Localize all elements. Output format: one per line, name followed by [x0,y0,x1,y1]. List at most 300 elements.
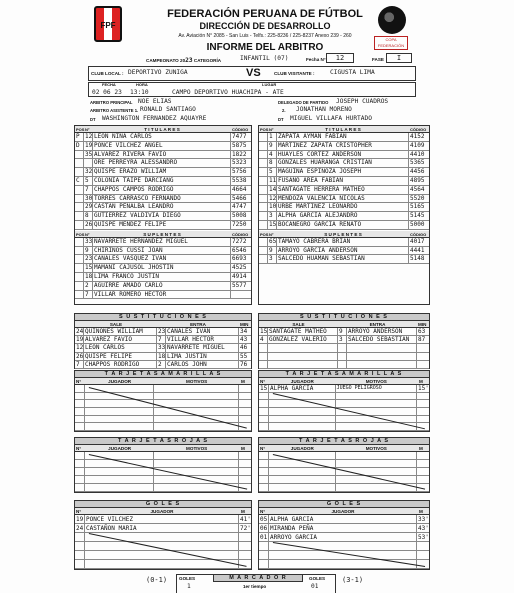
local-amarillas-player [85,416,154,423]
visit-titular-code: 4564 [410,185,425,193]
visit-rojas-row [259,460,429,468]
visit-amarillas-num [259,416,269,423]
visit-rojas-min [417,476,429,483]
visit-goles-min [417,542,429,550]
local-titular-name: PONCE VILCHEZ ANGEL [93,142,231,150]
visit-amarillas-row [259,400,429,408]
visit-sub-empty [259,353,268,360]
local-suplente-pos [75,255,84,263]
local-sub-entra-num: 23 [158,328,166,335]
visit-goles-player: MIRANDA PEÑA [269,524,417,532]
local-rojas-row [75,468,251,476]
local-goles-min [239,533,251,541]
local-goles-num: 19 [76,516,84,523]
report-title: INFORME DEL ARBITRO [206,42,324,53]
local-titular-row [75,212,251,221]
local-titular-code: 5008 [232,212,247,220]
local-sub-row [75,336,251,344]
local-titular-code: 5875 [232,141,247,149]
local-titular-row [75,168,251,177]
local-sub-entra: CARLOS JOHN [166,361,239,368]
local-suplente-code [231,291,251,299]
local-sub-entra: LIMA JUSTIN [166,353,239,360]
marcador-header: M A R C A D O R [213,574,303,582]
local-suplentes-header-num: N° [85,231,90,237]
local-goles-min [239,542,251,550]
local-amarillas-motivo [154,408,239,415]
visit-rojas-min [417,460,429,467]
local-amarillas-row [75,423,251,431]
local-amarillas-min [239,393,251,400]
visit-rojas-jug-h: JUGADOR [290,446,314,451]
visit-sub-empty [347,353,417,360]
local-sub-sale-num: 26 [76,352,84,360]
visit-goles-num-h: N° [260,509,266,514]
local-goles-jug-h: JUGADOR [150,509,174,514]
address-line: Av. Aviación N° 2085 - San Luis - Telfs.: 225-8236 / 225-8237 Anexo 239 - 260 [178,33,352,39]
local-sub-entra-num: 7 [157,336,166,343]
local-rojas-num [75,460,85,467]
visit-subs-header [259,321,429,328]
visit-titular-row [259,195,429,204]
visit-amarillas-player [269,423,336,430]
visit-rojas-num [259,452,269,459]
visit-titular-pos [259,212,268,220]
local-suplente-name: AGUIRRE AMADO CARLO [93,282,231,290]
local-titular-num [84,159,93,167]
visit-titular-pos [259,186,268,194]
local-titular-pos [75,159,84,167]
visit-suplentes-header-code: CÓDIGO [410,231,427,237]
local-sub-row [75,344,251,352]
local-amarillas-header [75,378,251,385]
visit-titular-num: 11 [269,177,277,184]
local-titular-name: COLONIA TAIPE DARCIANG [93,177,231,185]
visit-suplente-code: 4441 [410,246,425,254]
visit-rojas-motivo [336,460,417,467]
local-sale-header: SALE [109,322,123,327]
local-suplente-pos [75,238,84,246]
local-amarillas-mot-h: MOTIVOS [186,379,208,384]
local-titular-code: 5323 [232,159,247,167]
visit-titular-pos [259,133,268,141]
categoria-value: INFANTIL (07) [240,55,289,62]
visit-titular-code: 4895 [410,177,425,184]
visit-titular-name: HUAYLES CORTEZ ANDERSON [277,151,409,159]
campeonato-label: CAMPEONATO 2023 CATEGORÍA [146,57,222,64]
local-titular-name: TORRES CARRASCO FERNANDO [93,195,231,203]
local-titular-code: 7477 [232,133,247,140]
local-suplente-row [75,282,251,291]
local-amarillas-motivo [154,416,239,423]
visit-amarillas-player [269,416,336,423]
local-titular-name: CHAPPOS CAMPOS RODRIGO [93,186,231,194]
visit-rojas-motivo [336,452,417,459]
local-goals-table [74,500,252,570]
local-suplente-num: 7 [84,291,93,299]
local-titulares-header-title: T I T U L A R E S [144,127,180,132]
local-titulares-header-code: CÓDIGO [232,127,249,132]
local-suplente-pos [75,264,84,272]
local-rojas-num-h: N° [76,446,82,451]
local-titular-code: 5466 [232,194,247,202]
local-sub-sale: QUIÑONES WILLIAM [84,328,157,335]
local-suplente-row [75,291,251,300]
local-suplente-num: 2 [84,282,93,290]
visit-titular-pos [259,168,268,176]
local-titular-pos [75,186,84,194]
visit-titular-row [259,221,429,230]
local-sub-row [75,353,251,361]
visit-sub-entra-num: 9 [338,328,347,335]
visit-goles-num: 05 [260,516,268,523]
visit-titular-code: 5000 [410,221,425,228]
local-goles-num [75,551,85,559]
visit-titular-num: 14 [269,185,277,193]
local-rojas-min [239,452,251,459]
local-titular-row [75,177,251,186]
local-suplente-code: 4525 [232,264,247,272]
visit-titular-name: MAGUIÑA ESPINOZA JOSEPH [277,168,409,176]
local-rojas-jug-h: JUGADOR [108,446,132,451]
visit-goles-row [259,524,429,533]
local-goles-min-h: M [241,509,245,514]
visit-sub-empty [268,361,338,368]
visit-titular-row [259,133,429,142]
visit-titular-pos [259,159,268,167]
fpf-logo-text: FPF [100,21,116,30]
visit-sub-empty [268,344,338,351]
local-amarillas-motivo [154,385,239,392]
visit-sub-row [259,361,429,369]
fecha-num-value: 12 [326,53,354,63]
visit-rojas-min [417,468,429,475]
delegado2-label: 2. [282,108,286,113]
visit-rojas-row [259,484,429,492]
visit-rojas-header [259,445,429,452]
local-suplente-name: VILLAR ROMERO HECTOR [93,291,231,299]
local-titular-num: 30 [85,194,93,202]
local-goles-num: 24 [76,525,84,532]
visit-sub-empty [338,344,347,351]
local-amarillas-num [75,408,85,415]
local-suplente-name: LIMA FRANCO JUSTIN [93,273,231,281]
visit-goles-header [259,508,429,515]
visit-yellow-cards-table [258,370,430,432]
visit-amarillas-min [417,393,429,400]
visit-sub-min: 63 [418,328,426,335]
local-amarillas-num [75,416,85,423]
local-amarillas-title: T A R J E T A S A M A R I L L A S [74,370,252,378]
visit-titular-code: 4109 [410,141,425,149]
local-titular-row [75,203,251,212]
local-titular-num: 32 [85,168,93,176]
visit-goles-num: 06 [260,525,268,532]
visit-suplentes-header-num: N° [269,231,274,237]
dt-visit-label: DT [278,117,284,122]
local-amarillas-min [239,416,251,423]
visit-entra-header: ENTRA [369,322,386,327]
local-titular-pos [75,221,84,229]
visit-titulares-header-pos: POS [260,127,269,132]
local-rojas-min [239,476,251,483]
visit-sub-entra: SALCEDO SEBASTIAN [347,336,417,343]
vs-label: VS [246,67,261,79]
local-sub-entra: CANALES IVAN [166,328,239,335]
local-amarillas-motivo [154,393,239,400]
visit-amarillas-motivo [336,400,417,407]
visit-suplente-name: SALCEDO HUAMAN SEBASTIAN [277,255,409,263]
visit-rojas-num [259,476,269,483]
visit-sub-entra: ARROYO ANDERSON [347,328,417,335]
visit-score-1: 01 [311,583,319,590]
visit-titular-name: MENDOZA VALENCIA NICOLAS [277,195,409,203]
local-amarillas-min [239,400,251,407]
local-goles-player [85,551,239,559]
direction-title: DIRECCIÓN DE DESARROLLO [199,21,331,31]
visit-goles-title: G O L E S [258,500,430,508]
local-amarillas-min-h: M [241,379,245,384]
local-titular-num: 5 [84,177,93,185]
local-sub-min: 46 [240,344,248,352]
copa-federacion-badge: COPA FEDERACIÓN [374,36,408,50]
visit-rojas-player [269,468,336,475]
visit-amarillas-num [259,393,269,400]
visit-goals-table [258,500,430,570]
local-amarillas-min [239,385,251,392]
local-amarillas-row [75,393,251,401]
hora-value: 13:10 [130,89,149,96]
fecha-label: FECHA [102,82,116,87]
visit-titular-code: 4410 [410,150,425,158]
local-sub-entra-num: 33 [158,344,166,352]
visit-titular-name: ZAPATA AYMAN FABIAN [277,133,409,141]
visit-titular-name: MARTINEZ ZAPATA CRISTOPHER [277,142,409,150]
visit-amarillas-row [259,416,429,424]
local-titular-code: 5538 [232,177,247,184]
club-local-label: CLUB LOCAL : [91,71,124,76]
visit-goles-row [259,560,429,569]
visit-amarillas-num: 15 [260,385,268,392]
local-titular-pos: C [75,177,84,185]
local-titular-row [75,142,251,151]
local-titular-row [75,195,251,204]
visit-titular-num: 1 [268,133,277,141]
local-titular-code: 5756 [232,168,247,176]
visit-titular-name: SANTAGATE HERRERA MATHEO [277,186,409,194]
local-suplente-code: 6693 [232,255,247,263]
local-rojas-min-h: M [241,446,245,451]
local-goles-row [75,533,251,542]
local-rojas-num [75,468,85,475]
local-titular-pos [75,195,84,203]
local-sub-entra-num: 18 [158,352,166,360]
visit-titular-num: 4 [268,151,277,159]
visit-goles-header: GOLES [309,576,326,581]
visit-suplente-code: 5148 [410,255,425,263]
local-rojas-title: T A R J E T A S R O J A S [74,437,252,445]
local-titular-name: GUTIERREZ VALDIVIA DIEGO [93,212,231,220]
visit-titular-row [259,203,429,212]
local-suplente-pos [75,273,84,281]
visit-goles-min: 43' [418,525,429,532]
local-suplente-code: 6546 [232,246,247,254]
local-titular-pos [75,151,84,159]
asistente-label: ARBITRO ASISTENTE 1. [90,108,139,113]
fase-value: I [386,53,412,63]
visit-rojas-num [259,468,269,475]
local-goles-header: GOLES [179,576,196,581]
visit-titular-num: 10 [269,203,277,211]
local-titular-pos: D [75,142,84,150]
visit-amarillas-jug-h: JUGADOR [290,379,314,384]
visit-amarillas-mot-h: MOTIVOS [365,379,387,384]
visit-amarillas-player [269,408,336,415]
visit-titular-pos [259,142,268,150]
visit-titulares-header-code: CÓDIGO [410,127,427,132]
copa-ball-logo [378,6,406,34]
visit-titular-pos [259,221,268,229]
local-lineup-table [74,125,252,305]
local-goles-num-h: N° [76,509,82,514]
visit-suplente-name: TAMAYO CABRERA BRIAN [277,238,409,246]
visit-sub-empty [259,344,268,351]
local-amarillas-motivo [154,400,239,407]
visit-amarillas-title: T A R J E T A S A M A R I L L A S [258,370,430,378]
local-amarillas-num-h: N° [76,379,82,384]
visit-suplente-pos [259,255,268,263]
visit-titular-pos [259,203,268,211]
visit-titular-name: BOCANEGRO GARCIA RENATO [277,221,409,229]
visit-sub-sale: SANTAGATE MATHEO [268,328,338,335]
local-titulares-header-pos: POS [76,127,85,132]
local-titular-pos [75,203,84,211]
local-rojas-player [85,468,154,475]
arbitro-principal-label: ARBITRO PRINCIPAL [90,100,133,105]
visit-titular-code: 5145 [410,212,425,220]
local-goles-title: G O L E S [74,500,252,508]
visit-suplentes-header-pos: POS [260,231,269,237]
visit-amarillas-min [417,408,429,415]
local-suplente-pos [75,291,84,299]
visit-titulares-header-title: T I T U L A R E S [325,127,361,132]
local-suplente-code: 4914 [232,273,247,280]
club-visitante-value: CIGUSTA LIMA [330,69,375,76]
visit-titular-row [259,151,429,160]
local-suplentes-header-code: CÓDIGO [232,231,249,237]
visit-suplente-pos [259,238,268,246]
local-rojas-num [75,476,85,483]
local-suplente-code: 5577 [232,281,247,289]
visit-titular-name: FUSANO AREA FABIAN [277,177,409,185]
visit-sub-sale-num: 4 [259,336,268,343]
visit-titular-num: 8 [268,159,277,167]
visit-goles-num: 01 [260,534,268,541]
local-sub-row [75,361,251,369]
visit-amarillas-num [259,423,269,430]
visit-amarillas-num [259,400,269,407]
local-amarillas-num [75,423,85,430]
visit-titular-num: 3 [268,212,277,220]
local-goles-min [239,551,251,559]
local-amarillas-num [75,393,85,400]
local-amarillas-min [239,408,251,415]
visit-titular-name: ALPHA GARCIA ALEJANDRO [277,212,409,220]
fecha-num-label: Fecha N° [306,57,326,62]
local-goles-min: 41' [240,516,251,523]
visit-goles-min: 53' [418,534,429,541]
local-yellow-cards-table [74,370,252,432]
visit-titular-code: 4456 [410,168,425,176]
local-goles-num [75,560,85,568]
visit-min-header: MIN [418,322,427,327]
local-rojas-row [75,484,251,492]
local-rojas-player [85,484,154,491]
visit-sub-empty [259,361,268,368]
visit-amarillas-min-h: M [419,379,423,384]
visit-suplente-code: 4017 [410,237,425,245]
visit-titular-row [259,159,429,168]
local-score-note: (0-1) [146,576,168,584]
visit-suplente-row [259,247,429,256]
visit-subs-title: S U S T I T U C I O N E S [258,313,430,321]
local-suplente-name: MAMANI CAJUSOL JHOSTIN [93,264,231,272]
local-suplente-num: 15 [85,264,93,272]
visit-goles-min [417,551,429,559]
local-suplente-name: NAVARRETE HERNANDEZ MIGUEL [93,238,231,246]
visit-rojas-num [259,460,269,467]
visit-suplentes-header [259,231,429,238]
visit-suplente-num: 9 [268,247,277,255]
local-titular-num: 26 [85,221,93,228]
local-rojas-num [75,484,85,491]
local-sub-sale: LEON CARLOS [84,344,157,351]
local-amarillas-num [75,385,85,392]
visit-sub-empty [347,344,417,351]
visit-sub-row [259,344,429,352]
visit-sub-min: 87 [418,336,426,344]
dt-local-value: WASHINGTON FERNANDEZ AQUAYRE [102,115,207,122]
local-titular-name: LEON NINA CARLOS [93,133,231,141]
local-goles-player: PONCE VILCHEZ [85,515,239,523]
local-score-1: 1 [187,583,191,590]
local-sub-entra: VILLAR HECTOR [166,336,239,343]
visit-rojas-num-h: N° [260,446,266,451]
visit-titular-code: 5365 [410,159,425,167]
local-sub-sale-num: 19 [76,336,84,344]
fpf-logo [94,6,122,42]
visit-goles-player: ALPHA GARCIA [269,515,417,523]
local-suplente-name: CHIRINOS CUSSI JOAN [93,247,231,255]
visit-amarillas-motivo: JUEGO PELIGROSO [336,385,417,392]
local-amarillas-row [75,408,251,416]
local-suplente-row [75,247,251,256]
local-goles-header [75,508,251,515]
local-sub-sale: QUISPE FELIPE [84,353,157,360]
visit-titulares-header [259,126,429,133]
local-titular-name: QUISPE ERAZO WILLIAM [93,168,231,176]
local-titular-code: 4664 [232,185,247,193]
asistente-value: RONALD SANTIAGO [140,106,196,113]
local-titulares-header-num: N° [85,127,90,132]
club-local-value: DEPORTIVO ZÚÑIGA [128,69,188,76]
visit-goles-num [259,542,269,550]
federation-title: FEDERACIÓN PERUANA DE FÚTBOL [167,8,363,20]
local-titular-name: QUISPE MENDEZ FELIPE [93,221,231,229]
delegado2-value: JONATHAN MORENO [296,106,352,113]
local-suplente-pos [75,247,84,255]
visit-amarillas-min [417,400,429,407]
